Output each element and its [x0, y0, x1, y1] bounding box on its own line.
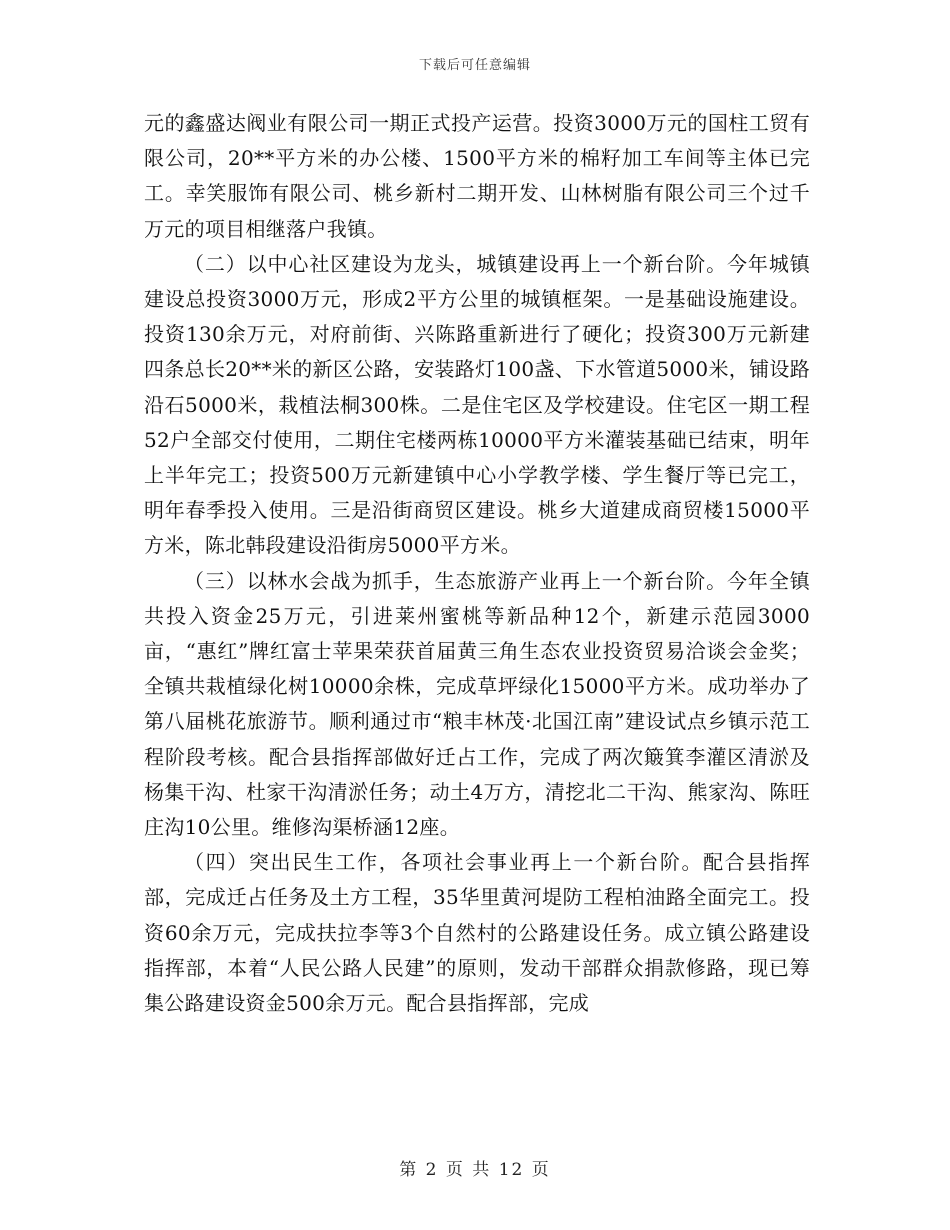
page-header: 下载后可任意编辑	[418, 58, 531, 73]
paragraph-public-welfare: （四）突出民生工作，各项社会事业再上一个新台阶。配合县指挥部，完成迁占任务及土方工程，35华里黄河堤防工程柏油路全面完工。投资60余万元，完成扶拉李等3个自然村的公路建设任务。成立镇公路建设指挥部，本着“人民公路人民建”的原则，发动干部群众捐款修路，现已筹集公路建设资金500余万元。配合县指挥部，完成	[144, 850, 810, 1016]
document-body	[144, 106, 810, 1021]
paragraph-town-construction: （二）以中心社区建设为龙头，城镇建设再上一个新台阶。今年城镇建设总投资3000万元，形成2平方公里的城镇框架。一是基础设施建设。投资130余万元，对府前街、兴陈路重新进行了硬化；投资300万元新建四条总长20**米的新区公路，安装路灯100盏、下水管道5000米，铺设路沿石5000米，栽植法桐300株。二是住宅区及学校建设。住宅区一期工程52户全部交付使用，二期住宅楼两栋10000平方米灌装基础已结束，明年上半年完工；投资500万元新建镇中心小学教学楼、学生餐厅等已完工，明年春季投入使用。三是沿街商贸区建设。桃乡大道建成商贸楼15000平方米，陈北韩段建设沿街房5000平方米。	[144, 251, 810, 558]
paragraph-eco-tourism: （三）以林水会战为抓手，生态旅游产业再上一个新台阶。今年全镇共投入资金25万元，引进莱州蜜桃等新品种12个，新建示范园3000亩，“惠红”牌红富士苹果荣获首届黄三角生态农业投资贸易洽谈会金奖；全镇共栽植绿化树10000余株，完成草坪绿化15000平方米。成功举办了第八届桃花旅游节。顺利通过市“粮丰林茂·北国江南”建设试点乡镇示范工程阶段考核。配合县指挥部做好迁占工作，完成了两次簸箕李灌区清淤及杨集干沟、杜家干沟清淤任务；动土4万方，清挖北二干沟、熊家沟、陈旺庄沟10公里。维修沟渠桥涵12座。	[144, 568, 810, 840]
page-number: 第 2 页 共 12 页	[399, 1160, 551, 1180]
paragraph-continuation: 元的鑫盛达阀业有限公司一期正式投产运营。投资3000万元的国柱工贸有限公司，20**平方米的办公楼、1500平方米的棉籽加工车间等主体已完工。幸笑服饰有限公司、桃乡新村二期开发、山林树脂有限公司三个过千万元的项目相继落户我镇。	[144, 111, 810, 241]
